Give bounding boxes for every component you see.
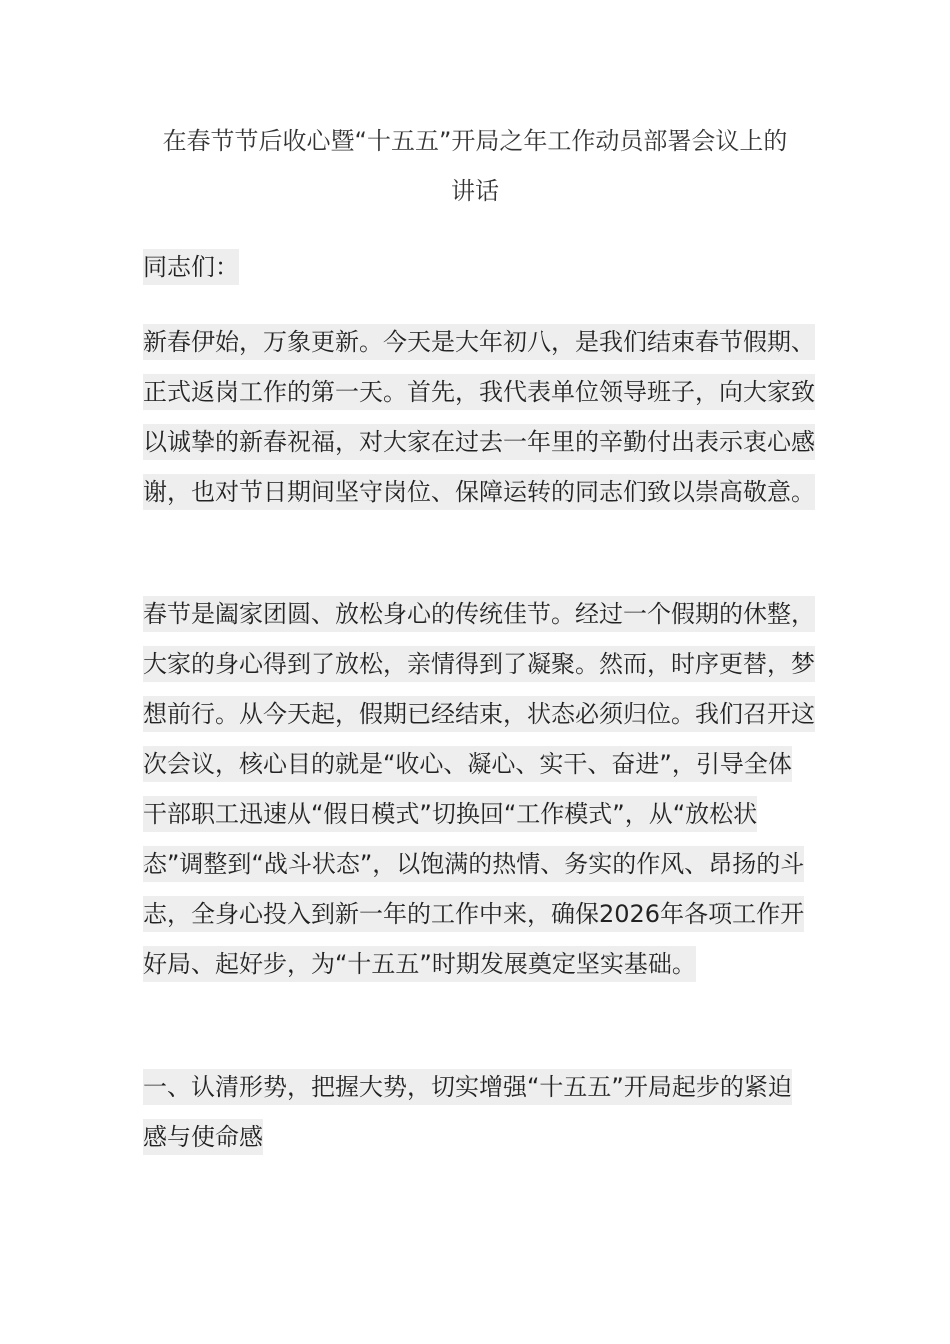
title-line-1: 在春节节后收心暨“十五五”开局之年工作动员部署会议上的 — [162, 127, 788, 155]
paragraph-opening — [143, 317, 815, 517]
title-line-2: 讲话 — [451, 177, 499, 205]
section-heading-1 — [143, 1062, 815, 1162]
section-heading-1-text: 一、认清形势，把握大势，切实增强“十五五”开局起步的紧迫感与使命感 — [143, 1069, 792, 1155]
paragraph-opening-text: 新春伊始，万象更新。今天是大年初八，是我们结束春节假期、正式返岗工作的第一天。首先，我代表单位领导班子，向大家致以诚挚的新春祝福，对大家在过去一年里的辛勤付出表示衷心感谢，也对节日期间坚守岗位、保障运转的同志们致以崇高敬意。 — [143, 324, 815, 510]
paragraph-purpose — [143, 589, 815, 989]
document-title — [143, 116, 807, 216]
greeting-text: 同志们： — [143, 249, 239, 285]
paragraph-purpose-text: 春节是阖家团圆、放松身心的传统佳节。经过一个假期的休整，大家的身心得到了放松，亲情得到了凝聚。然而，时序更替，梦想前行。从今天起，假期已经结束，状态必须归位。我们召开这次会议，核心目的就是“收心、凝心、实干、奋进”，引导全体干部职工迅速从“假日模式”切换回“工作模式”，从“放松状态”调整到“战斗状态”，以饱满的热情、务实的作风、昂扬的斗志，全身心投入到新一年的工作中来，确保2026年各项工作开好局、起好步，为“十五五”时期发展奠定坚实基础。 — [143, 596, 815, 982]
greeting — [143, 242, 815, 292]
